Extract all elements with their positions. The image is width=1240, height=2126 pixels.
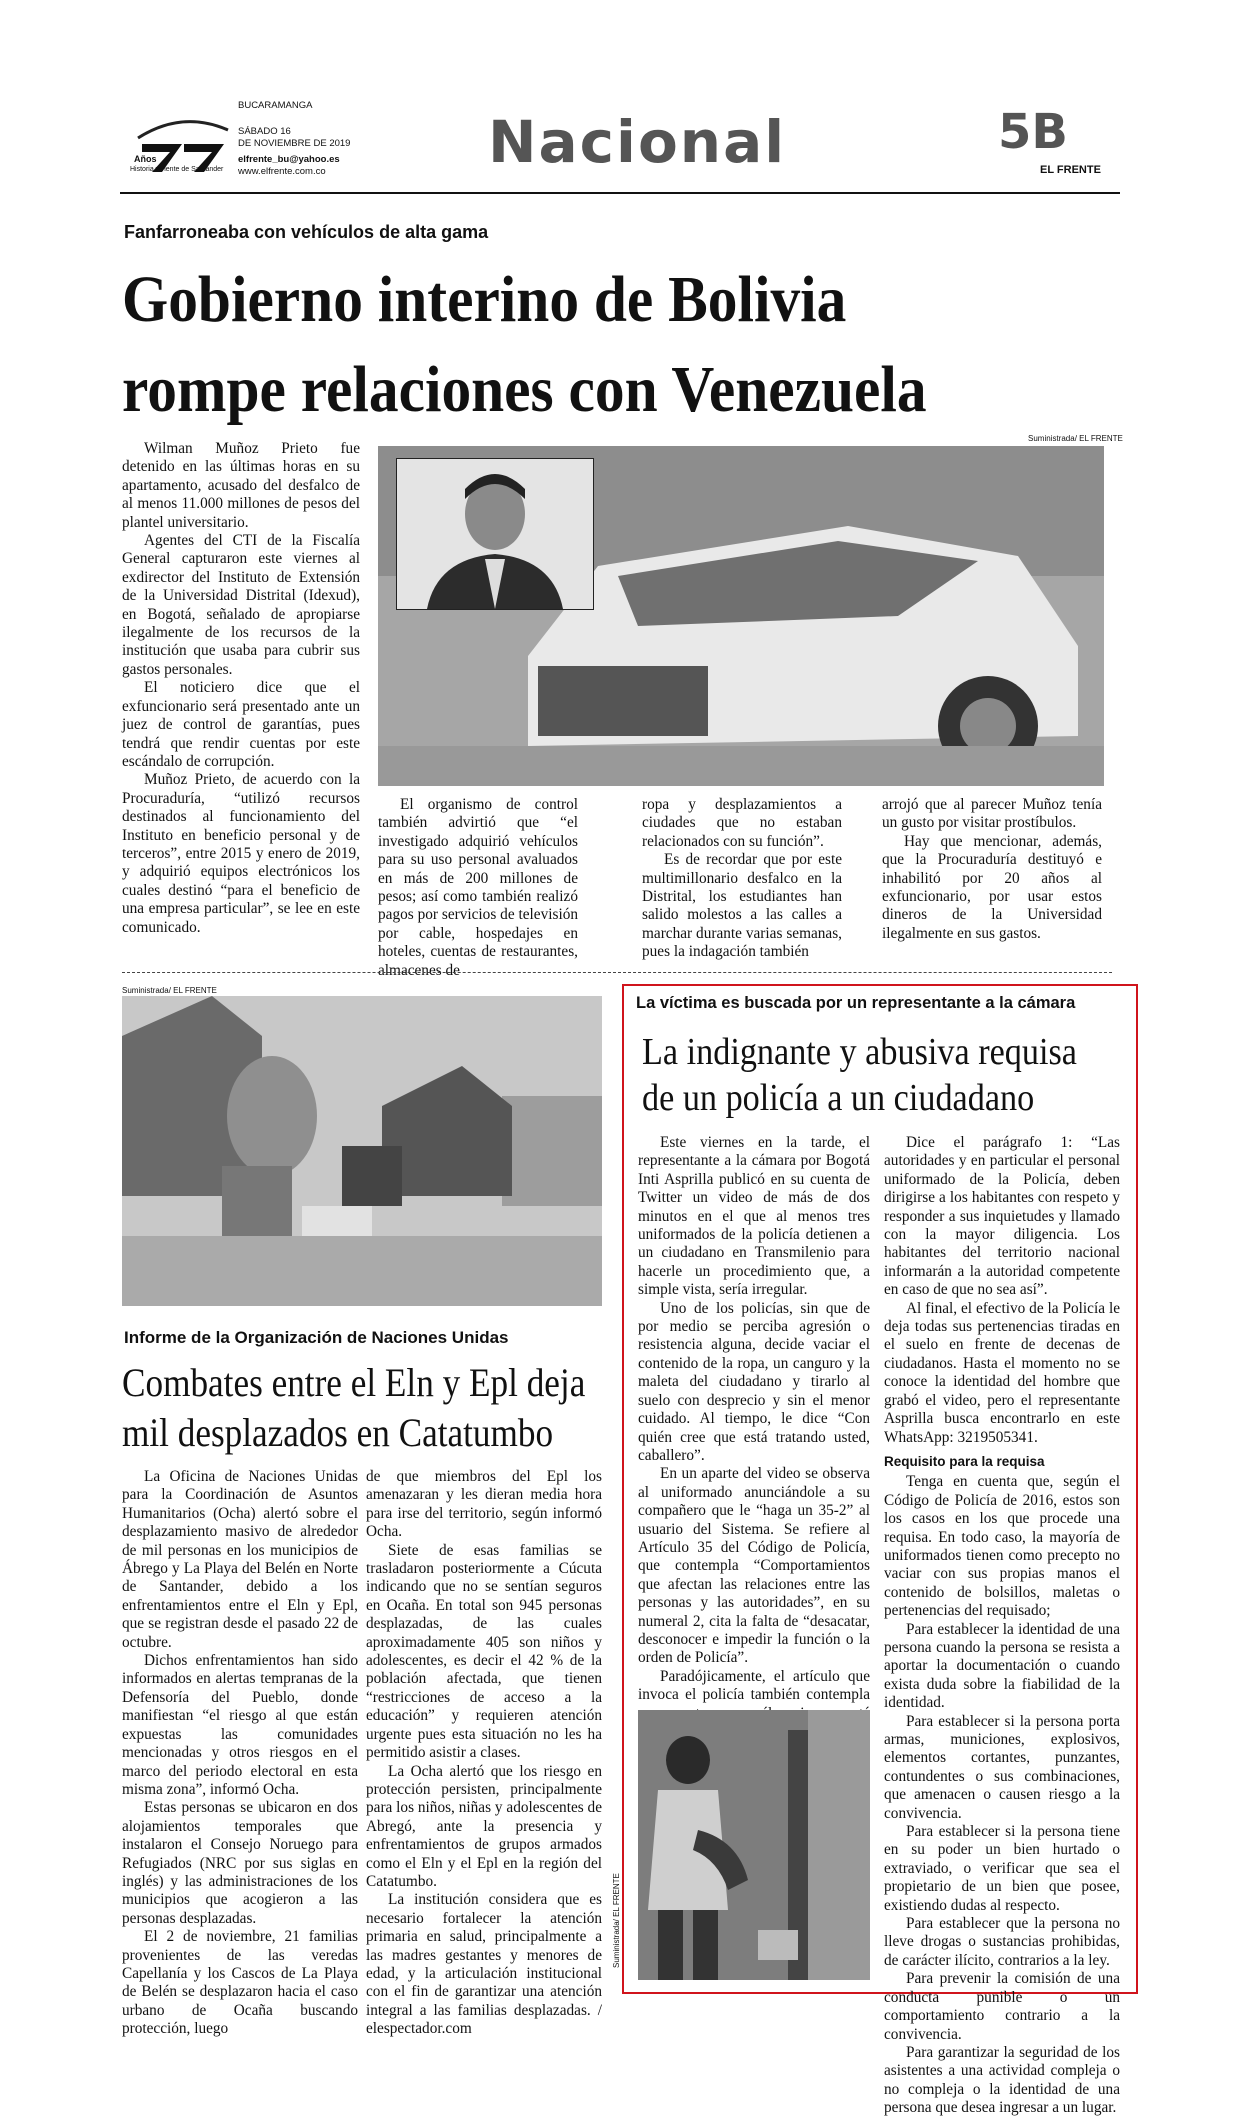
top-col-2 xyxy=(378,796,578,980)
header-email: elfrente_bu@yahoo.es xyxy=(238,154,340,165)
left-headline-2: mil desplazados en Catatumbo xyxy=(122,1410,554,1455)
right-col-2 xyxy=(884,1134,1120,2118)
page-number: 5B xyxy=(998,104,1068,160)
top-kicker: Fanfarroneaba con vehículos de alta gama xyxy=(124,222,489,242)
paragraph: Paradójicamente, el artículo que invoca el policía también contempla xyxy=(638,1667,870,1704)
paragraph: Dice el parágrafo 1: “Las autoridades y en particular el personal uniformado de la Policía, deben dirigirse a los habitantes con respeto y responder a sus inquietudes y llamado con la mayor diligencia. Los habitantes del territorio nacional informarán a la autoridad competente en caso de que no sea así”. xyxy=(884,1134,1120,1299)
paragraph: Para establecer si la persona porta armas, municiones, explosivos, elementos cortantes, punzantes, contundentes o sus combinaciones, que amenacen o causen riesgo a la convivencia. xyxy=(884,1712,1120,1822)
paragraph: El 2 de noviembre, 21 familias provenientes de las veredas Capellanía y los Cascos de La Playa de Belén se desplazaron hacia el caso urbano de Ocaña buscando protección, luego xyxy=(122,1928,358,2038)
paragraph: Wilman Muñoz Prieto fue detenido en las últimas horas en su apartamento, acusado del desfalco de al menos 11.000 millones de pesos del plantel universitario. xyxy=(122,440,360,531)
paragraph: ropa y desplazamientos a ciudades que no estaban relacionados con su función”. xyxy=(642,796,842,850)
paragraph: Para prevenir la comisión de una conducta punible o un comportamiento contrario a la convivencia. xyxy=(884,1970,1120,2043)
right-kicker: La víctima es buscada por un representante a la cámara xyxy=(636,994,1076,1012)
paragraph: Tenga en cuenta que, según el Código de Policía de 2016, estos son los casos en los que procede una requisa. En todo caso, la mayoría de uniformados tienen como precepto no vaciar con sus propias manos el contenido de bolsillos, maletas o pertenencias del requisado; xyxy=(884,1473,1120,1620)
paragraph: de que miembros del Epl los amenazaran y les dieran media hora para irse del territorio, según informó Ocha. xyxy=(366,1468,602,1541)
section-title: Nacional xyxy=(488,108,787,176)
logo-tagline: Historia viviente de Santander xyxy=(130,166,224,173)
police-photo xyxy=(638,1710,870,1980)
header-web: www.elfrente.com.co xyxy=(238,166,326,177)
paragraph: Uno de los policías, sin que de por medio se perciba agresión o resistencia alguna, decide vaciar el contenido de la ropa, un canguro y la maleta del ciudadano y tirarlo al suelo con desprecio y sin el menor cuidado. Al tiempo, le dice “Con quién cree que está tratando usted, caballero”. xyxy=(638,1299,870,1464)
paragraph: Estas personas se ubicaron en dos alojamientos temporales que instalaron el Consejo Noruego para Refugiados (NRC por sus siglas en inglés) y las administraciones de los municipios que acogieron a las personas desplazadas. xyxy=(122,1799,358,1927)
portrait-inset xyxy=(396,458,594,610)
right-col-1 xyxy=(638,1134,870,1778)
header-city: BUCARAMANGA xyxy=(238,100,313,111)
top-col-3 xyxy=(642,796,842,962)
left-headline-1: Combates entre el Eln y Epl deja xyxy=(122,1360,586,1405)
right-headline-1: La indignante y abusiva requisa xyxy=(642,1031,1077,1073)
man-portrait-image xyxy=(397,459,593,609)
top-col-1 xyxy=(122,440,360,937)
left-col-1 xyxy=(122,1468,358,2039)
paragraph: La Oficina de Naciones Unidas para la Coordinación de Asuntos Humanitarios (Ocha) alertó sobre el desplazamiento masivo de alrededor de mil personas en los municipios de Ábrego y La Playa del Belén en Norte de Santander, debido a los enfrentamientos entre el Eln y Epl, que se registran desde el pasado 22 de octubre. xyxy=(122,1468,358,1651)
suv-photo xyxy=(378,446,1104,786)
paragraph: Muñoz Prieto, de acuerdo con la Procuraduría, “utilizó recursos destinados al funcionamiento del Instituto en beneficio personal y de terceros”, entre 2015 y enero de 2019, y adquirió equipos electrónicos los cuales destinó “para el beneficio de una empresa particular”, se lee en este comunicado. xyxy=(122,771,360,936)
requisa-subhead: Requisito para la requisa xyxy=(884,1453,1045,1469)
paper-name: EL FRENTE xyxy=(1040,164,1101,176)
left-col-2 xyxy=(366,1468,602,2039)
paragraph: Dichos enfrentamientos han sido informados en alertas tempranas de la Defensoría del Pueblo, donde manifiestan “el riesgo al que están expuestas las comunidades mencionadas y otros riesgos en el marco del periodo electoral en esta misma zona”, informó Ocha. xyxy=(122,1652,358,1798)
paragraph: Al final, el efectivo de la Policía le deja todas sus pertenencias tiradas en el suelo en frente de decenas de ciudadanos. Hasta el momento no se conoce la identidad del hombre que grabó el video, pero el representante Asprilla busca encontrarlo en este WhatsApp: 3219505341. xyxy=(884,1299,1120,1446)
top-photo-credit: Suministrada/ EL FRENTE xyxy=(1028,434,1123,443)
left-photo-credit: Suministrada/ EL FRENTE xyxy=(122,986,217,995)
right-headline-2: de un policía a un ciudadano xyxy=(642,1077,1035,1119)
top-headline-2: rompe relaciones con Venezuela xyxy=(122,353,927,426)
paragraph: En un aparte del video se observa al uniformado anunciándole a su compañero que le “haga un 35-2” al usuario del Sistema. Se refiere al Artículo 35 del Código de Policía, que contempla “Comportamientos que afectan las relaciones entre las personas y las autoridades”, en su numeral 2, cita la falta de “desacatar, desconocer e impedir la función o la orden de Policía”. xyxy=(638,1465,870,1667)
header-rule xyxy=(120,192,1120,194)
paragraph: Es de recordar que por este multimillonario desfalco en la Distrital, los estudiantes han salido molestos a las calles a marchar durante varias semanas, pues la indagación también xyxy=(642,851,842,961)
displaced-photo xyxy=(122,996,602,1306)
left-kicker: Informe de la Organización de Naciones Unidas xyxy=(124,1328,509,1347)
paragraph: La institución considera que es necesario fortalecer la atención primaria en salud, principalmente a las madres gestantes y menores de edad, y la articulación institucional con el fin de garantizar una atención integral a las familias desplazadas. / elespectador.com xyxy=(366,1891,602,2038)
police-search-image xyxy=(638,1710,870,1980)
top-col-4 xyxy=(882,796,1102,943)
paragraph: Para garantizar la seguridad de los asistentes a una actividad compleja o no compleja o la identidad de una persona que desea ingresar a un lugar. xyxy=(884,2043,1120,2117)
top-headline-1: Gobierno interino de Bolivia xyxy=(122,263,847,336)
paragraph: Este viernes en la tarde, el representante a la cámara por Bogotá Inti Asprilla publicó en su cuenta de Twitter un video de más de dos minutos en el que al menos tres uniformados de la policía detienen a un ciudadano en Transmilenio para hacerle un procedimiento que, a simple vista, sería irregular. xyxy=(638,1134,870,1299)
paragraph: Para establecer si la persona tiene en su poder un bien hurtado o extraviado, o verificar que sea el propietario de un bien que posee, existiendo dudas al respecto. xyxy=(884,1823,1120,1914)
paragraph: Para establecer la identidad de una persona cuando la persona se resista a aportar la documentación o cuando exista duda sobre la fiabilidad de la identidad. xyxy=(884,1620,1120,1712)
paragraph: arrojó que al parecer Muñoz tenía un gusto por visitar prostíbulos. xyxy=(882,796,1102,832)
paragraph: Hay que mencionar, además, que la Procuraduría destituyó e inhabilitó por 20 años al exfuncionario, por usar estos dineros de la Universidad ilegalmente en sus gastos. xyxy=(882,832,1102,942)
paragraph: Agentes del CTI de la Fiscalía General capturaron este viernes al exdirector del Instituto de Extensión de la Universidad Distrital (Idexud), en Bogotá, señalado de apropiarse ilegalmente de los recursos de la institución que usaba para cubrir sus gastos personales. xyxy=(122,532,360,678)
section-divider xyxy=(122,972,1112,973)
paragraph: Para establecer que la persona no lleve drogas o sustancias prohibidas, de carácter ilícito, contrarios a la ley. xyxy=(884,1915,1120,1969)
header-date-1: SÁBADO 16 xyxy=(238,126,291,137)
displaced-families-image xyxy=(122,996,602,1306)
paragraph: Siete de esas familias se trasladaron posteriormente a Cúcuta indicando que no se sentían seguros en Ocaña. En total son 945 personas desplazadas, de las cuales aproximadamente 405 son niños y adolescentes, es decir el 42 % de la población afectada, que tienen “restricciones de acceso a la educación” y requieren atención urgente pues esta situación no les ha permitido asistir a clases. xyxy=(366,1541,602,1762)
masthead xyxy=(120,100,1120,180)
paragraph: El noticiero dice que el exfuncionario será presentado ante un juez de control de garantías, pues tendrá que rendir cuentas por este escándalo de corrupción. xyxy=(122,679,360,770)
right-photo-credit: Suministrada/ EL FRENTE xyxy=(612,1873,621,1968)
paragraph: El organismo de control también advirtió que “el investigado adquirió vehículos para su uso personal avaluados en más de 200 millones de pesos; así como también realizó pagos por servicios de televisión por cable, hospedajes en hoteles, cuentas de restaurantes, almacenes de xyxy=(378,796,578,979)
header-date-2: DE NOVIEMBRE DE 2019 xyxy=(238,138,351,149)
logo-years: Años xyxy=(134,154,157,164)
paragraph: La Ocha alertó que los riesgo en protección persisten, principalmente para los niños, niñas y adolescentes de Abregó, ante la presencia y enfrentamientos de grupos armados como el Eln y el Epl en la región del Catatumbo. xyxy=(366,1762,602,1890)
